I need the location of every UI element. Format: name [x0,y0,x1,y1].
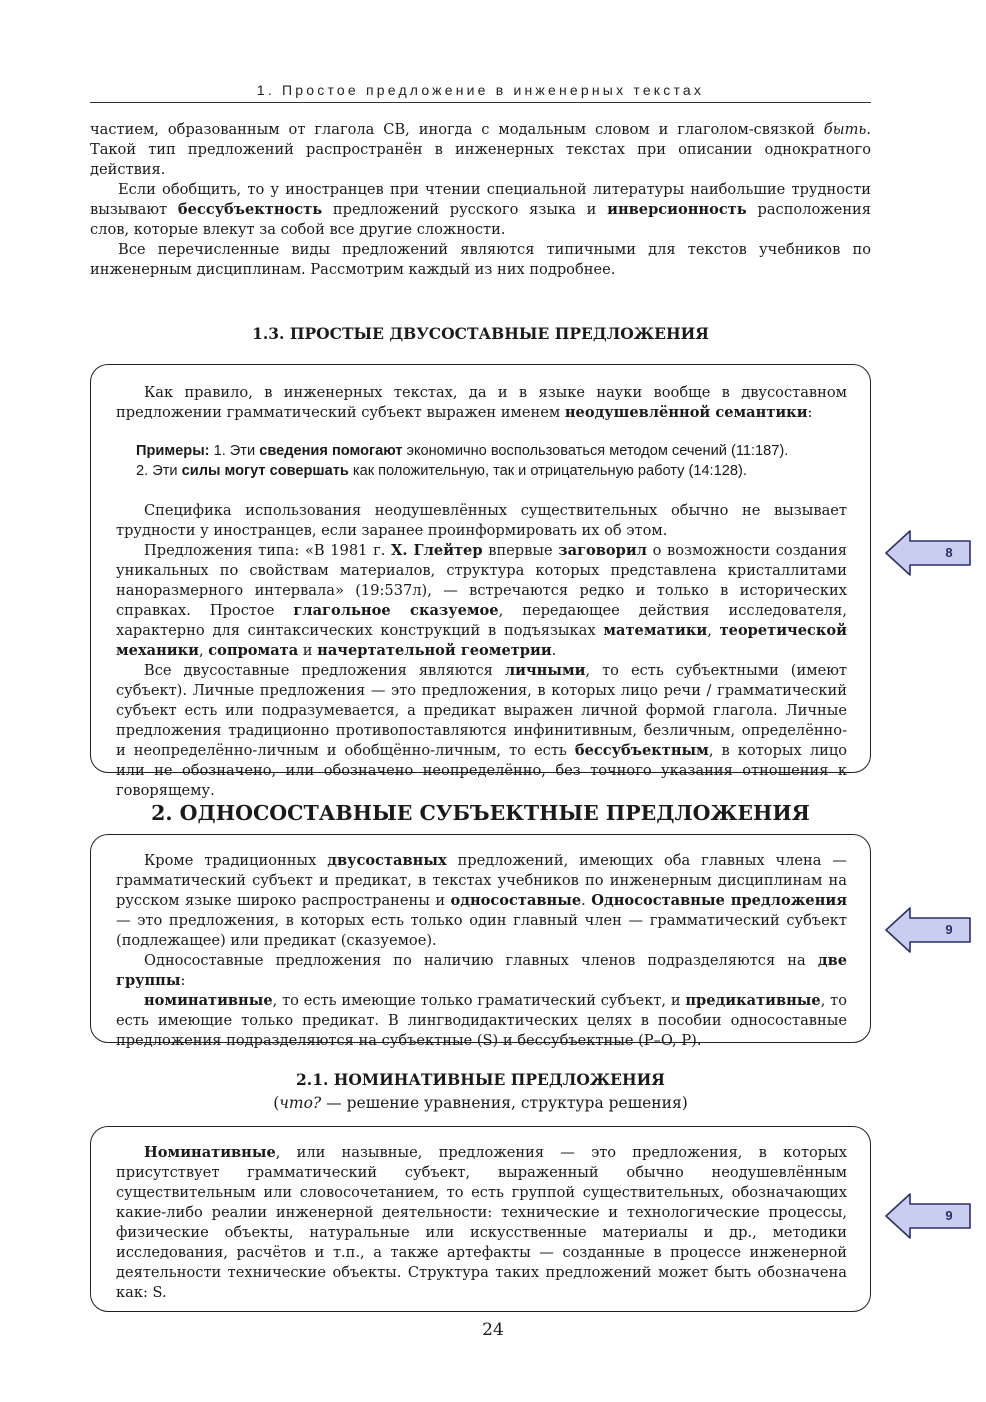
text-box-2 [90,834,871,1049]
intro-paragraph-1: частием, образованным от глагола СВ, иногда с модальным словом и глаголом-связкой быть. Такой тип предложений распространён в инженерных текстах при описании однократного действия. [90,121,871,178]
text-box-1-3 [90,364,871,799]
intro-paragraph-3: Все перечисленные виды предложений являются типичными для текстов учебников по инженерным дисциплинам. Рассмотрим каждый из них подробнее. [90,241,871,278]
box2-paragraph-2: Односоставные предложения по наличию главных членов подразделяются на две группы: [116,952,847,989]
examples [136,441,847,481]
box1-paragraph-3: Предложения типа: «В 1981 г. Х. Глейтер впервые заговорил о возможности создания уникальных по свойствам материалов, структура которых представлена кристаллитами наноразмерного интервала» (19:537л), — встречаются редко и только в исторических справках. Простое глагольное сказуемое, передающее действия исследователя, характерно для синтаксических конструкций в подъязыках математики, теоретической механики, сопромата и начертательной геометрии. [116,542,848,659]
arrow-label: 9 [945,922,953,937]
box1-paragraph-2: Специфика использования неодушевлённых существительных обычно не вызывает трудности у иностранцев, если заранее проинформировать их об этом. [116,502,847,539]
box2-paragraph-3: номинативные, то есть имеющие только граматический субъект, и предикативные, то есть имеющие только предикат. В лингводидактических целях в пособии односоставные предложения подразделяются на субъектные (S) и бессубъектные (P–O, P). [116,992,847,1049]
page-number: 24 [482,1320,504,1340]
section-heading-2: 2. ОДНОСОСТАВНЫЕ СУБЪЕКТНЫЕ ПРЕДЛОЖЕНИЯ [151,801,810,825]
text-box-2-1 [90,1126,871,1312]
running-head: 1. Простое предложение в инженерных текстах [90,80,871,103]
box1-paragraph-4: Все двусоставные предложения являются личными, то есть субъектными (имеют субъект). Личные предложения — это предложения, в которых лицо речи / грамматический субъект есть или подразумевается, а предикат выражен личной формой глагола. Личные предложения традиционно противопоставляются инфинитивным, безличным, определённо- и неопределённо-личным и обобщённо-личным, то есть бессубъектным, в которых лицо или не обозначено, или обозначено неопределённо, без точного указания отношения к говорящему. [116,662,847,799]
box1-paragraph-1: Как правило, в инженерных текстах, да и в языке науки вообще в двусоставном предложении грамматический субъект выражен именем неодушевлённой семантики: [116,384,847,421]
intro-paragraph-2: Если обобщить, то у иностранцев при чтении специальной литературы наибольшие трудности вызывают бессубъектность предложений русского языка и инверсионность расположения слов, которые влекут за собой все другие сложности. [90,181,871,238]
arrow-label: 8 [945,545,953,560]
arrow-label: 9 [945,1208,953,1223]
left-arrow-icon [884,1192,972,1240]
intro-text [90,120,871,280]
section-heading-2-1: 2.1. НОМИНАТИВНЫЕ ПРЕДЛОЖЕНИЯ [296,1070,665,1089]
section-heading-1-3: 1.3. ПРОСТЫЕ ДВУСОСТАВНЫЕ ПРЕДЛОЖЕНИЯ [252,324,709,343]
box3-paragraph-1: Номинативные, или назывные, предложения — это предложения, в которых присутствует грамматический субъект, выраженный обычно неодушевлённым существительным или словосочетанием, то есть группой существительных, обозначающих какие-либо реалии инженерной деятельности: технические и технологические процессы, физические объекты, натуральные или искусственные материалы и др., методики исследования, расчётов и т.п., а также артефакты — созданные в процессе инженерной деятельности технические объекты. Структура таких предложений может быть обозначена как: S. [116,1144,847,1301]
section-subheading-2-1: (что? — решение уравнения, структура решения) [273,1094,688,1112]
example-2: 2. Эти силы могут совершать как положительную, так и отрицательную работу (14:128). [136,463,747,479]
left-arrow-icon [884,906,972,954]
left-arrow-icon [884,529,972,577]
box2-paragraph-1: Кроме традиционных двусоставных предложений, имеющих оба главных члена — грамматический субъект и предикат, в текстах учебников по инженерным дисциплинам на русском языке широко распространены и односоставные. Односоставные предложения — это предложения, в которых есть только один главный член — грамматический субъект (подлежащее) или предикат (сказуемое). [116,852,847,949]
example-1: Примеры: 1. Эти сведения помогают экономично воспользоваться методом сечений (11:187). [136,443,789,459]
